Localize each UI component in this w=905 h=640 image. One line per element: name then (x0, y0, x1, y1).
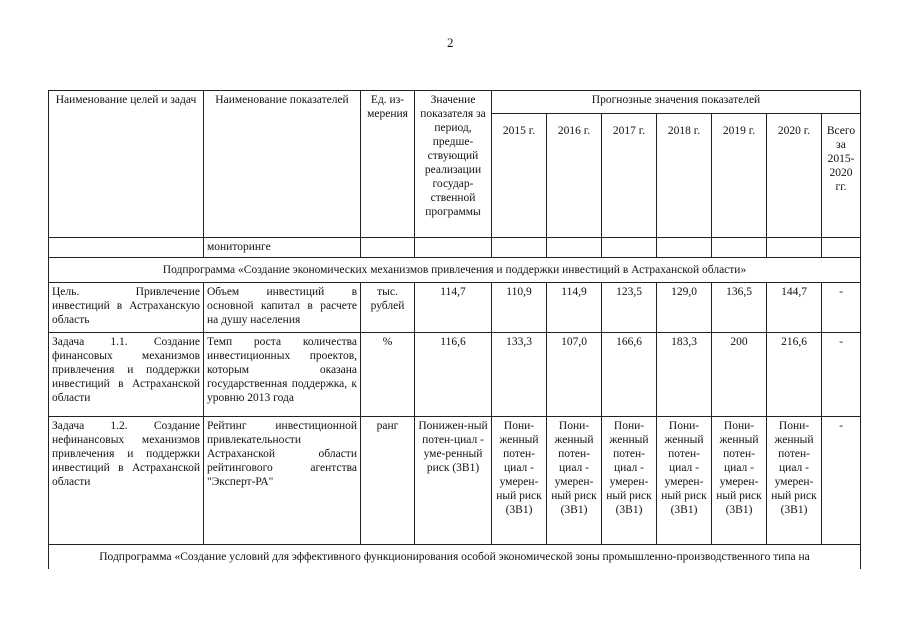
cell-value: 107,0 (547, 333, 602, 417)
cell-indicator: Объем инвестиций в основной капитал в расчете на душу населения (204, 283, 361, 333)
cell-value: 114,9 (547, 283, 602, 333)
cell-value: Пони-женный потен-циал - умерен-ный риск (3В1) (547, 417, 602, 545)
cell-value: 129,0 (657, 283, 712, 333)
cell-value: 216,6 (767, 333, 822, 417)
header-unit: Ед. из-мерения (361, 91, 415, 238)
cell-empty (602, 238, 657, 258)
header-year: 2018 г. (657, 114, 712, 238)
cell-empty (49, 238, 204, 258)
subprogram-title: Подпрограмма «Создание экономических механизмов привлечения и поддержки инвестиций в Астраханской области» (49, 258, 861, 283)
cell-empty (767, 238, 822, 258)
cell-value: 144,7 (767, 283, 822, 333)
cell-value: 166,6 (602, 333, 657, 417)
cell-indicator: Рейтинг инвестиционной привлекательности Астраханской области рейтингового агентства "Эксперт-РА" (204, 417, 361, 545)
indicators-table (48, 90, 861, 569)
page-number: 2 (447, 35, 454, 50)
header-indicator: Наименование показателей (204, 91, 361, 238)
cell-total: - (822, 333, 861, 417)
table-row (49, 333, 861, 417)
cell-indicator: мониторинге (204, 238, 361, 258)
table-row (49, 283, 861, 333)
cell-unit: тыс. рублей (361, 283, 415, 333)
cell-empty (361, 238, 415, 258)
header-year: 2017 г. (602, 114, 657, 238)
cell-total: - (822, 417, 861, 545)
header-prev-value: Значение показателя за период, предше-ствующий реализации государ-ственной программы (415, 91, 492, 238)
cell-value: 183,3 (657, 333, 712, 417)
cell-value: Пони-женный потен-циал - умерен-ный риск (3В1) (492, 417, 547, 545)
cell-prev: Понижен-ный потен-циал - уме-ренный риск (3В1) (415, 417, 492, 545)
cell-indicator: Темп роста количества инвестиционных проектов, которым оказана государственная поддержка, к уровню 2013 года (204, 333, 361, 417)
cell-prev: 116,6 (415, 333, 492, 417)
cell-empty (547, 238, 602, 258)
cell-goal: Цель. Привлечение инвестиций в Астраханскую область (49, 283, 204, 333)
cell-total: - (822, 283, 861, 333)
subprogram-row (49, 545, 861, 570)
header-forecast: Прогнозные значения показателей (492, 91, 861, 114)
cell-value: Пони-женный потен-циал - умерен-ный риск (3В1) (767, 417, 822, 545)
cell-unit: ранг (361, 417, 415, 545)
header-year: 2019 г. (712, 114, 767, 238)
cell-goal: Задача 1.1. Создание финансовых механизмов привлечения и поддержки инвестиций в Астраханской области (49, 333, 204, 417)
cell-empty (657, 238, 712, 258)
cell-value: 133,3 (492, 333, 547, 417)
header-year: 2020 г. (767, 114, 822, 238)
cell-empty (415, 238, 492, 258)
cell-value: 200 (712, 333, 767, 417)
subprogram-row (49, 258, 861, 283)
cell-empty (492, 238, 547, 258)
cell-value: Пони-женный потен-циал - умерен-ный риск (3В1) (657, 417, 712, 545)
header-goal: Наименование целей и задач (49, 91, 204, 238)
cell-prev: 114,7 (415, 283, 492, 333)
cell-goal: Задача 1.2. Создание нефинансовых механизмов привлечения и поддержки инвестиций в Астраханской области (49, 417, 204, 545)
cell-value: 136,5 (712, 283, 767, 333)
header-year: 2015 г. (492, 114, 547, 238)
header-year: 2016 г. (547, 114, 602, 238)
cell-value: Пони-женный потен-циал - умерен-ный риск (3В1) (602, 417, 657, 545)
header-total: Всего за 2015-2020 гг. (822, 114, 861, 238)
cell-unit: % (361, 333, 415, 417)
cell-empty (712, 238, 767, 258)
header-row (49, 91, 861, 114)
cell-value: 123,5 (602, 283, 657, 333)
cell-value: 110,9 (492, 283, 547, 333)
subprogram-title: Подпрограмма «Создание условий для эффективного функционирования особой экономической зоны промышленно-производственного типа на (49, 545, 861, 570)
cell-empty (822, 238, 861, 258)
table-row (49, 417, 861, 545)
monitoring-row (49, 238, 861, 258)
cell-value: Пони-женный потен-циал - умерен-ный риск (3В1) (712, 417, 767, 545)
